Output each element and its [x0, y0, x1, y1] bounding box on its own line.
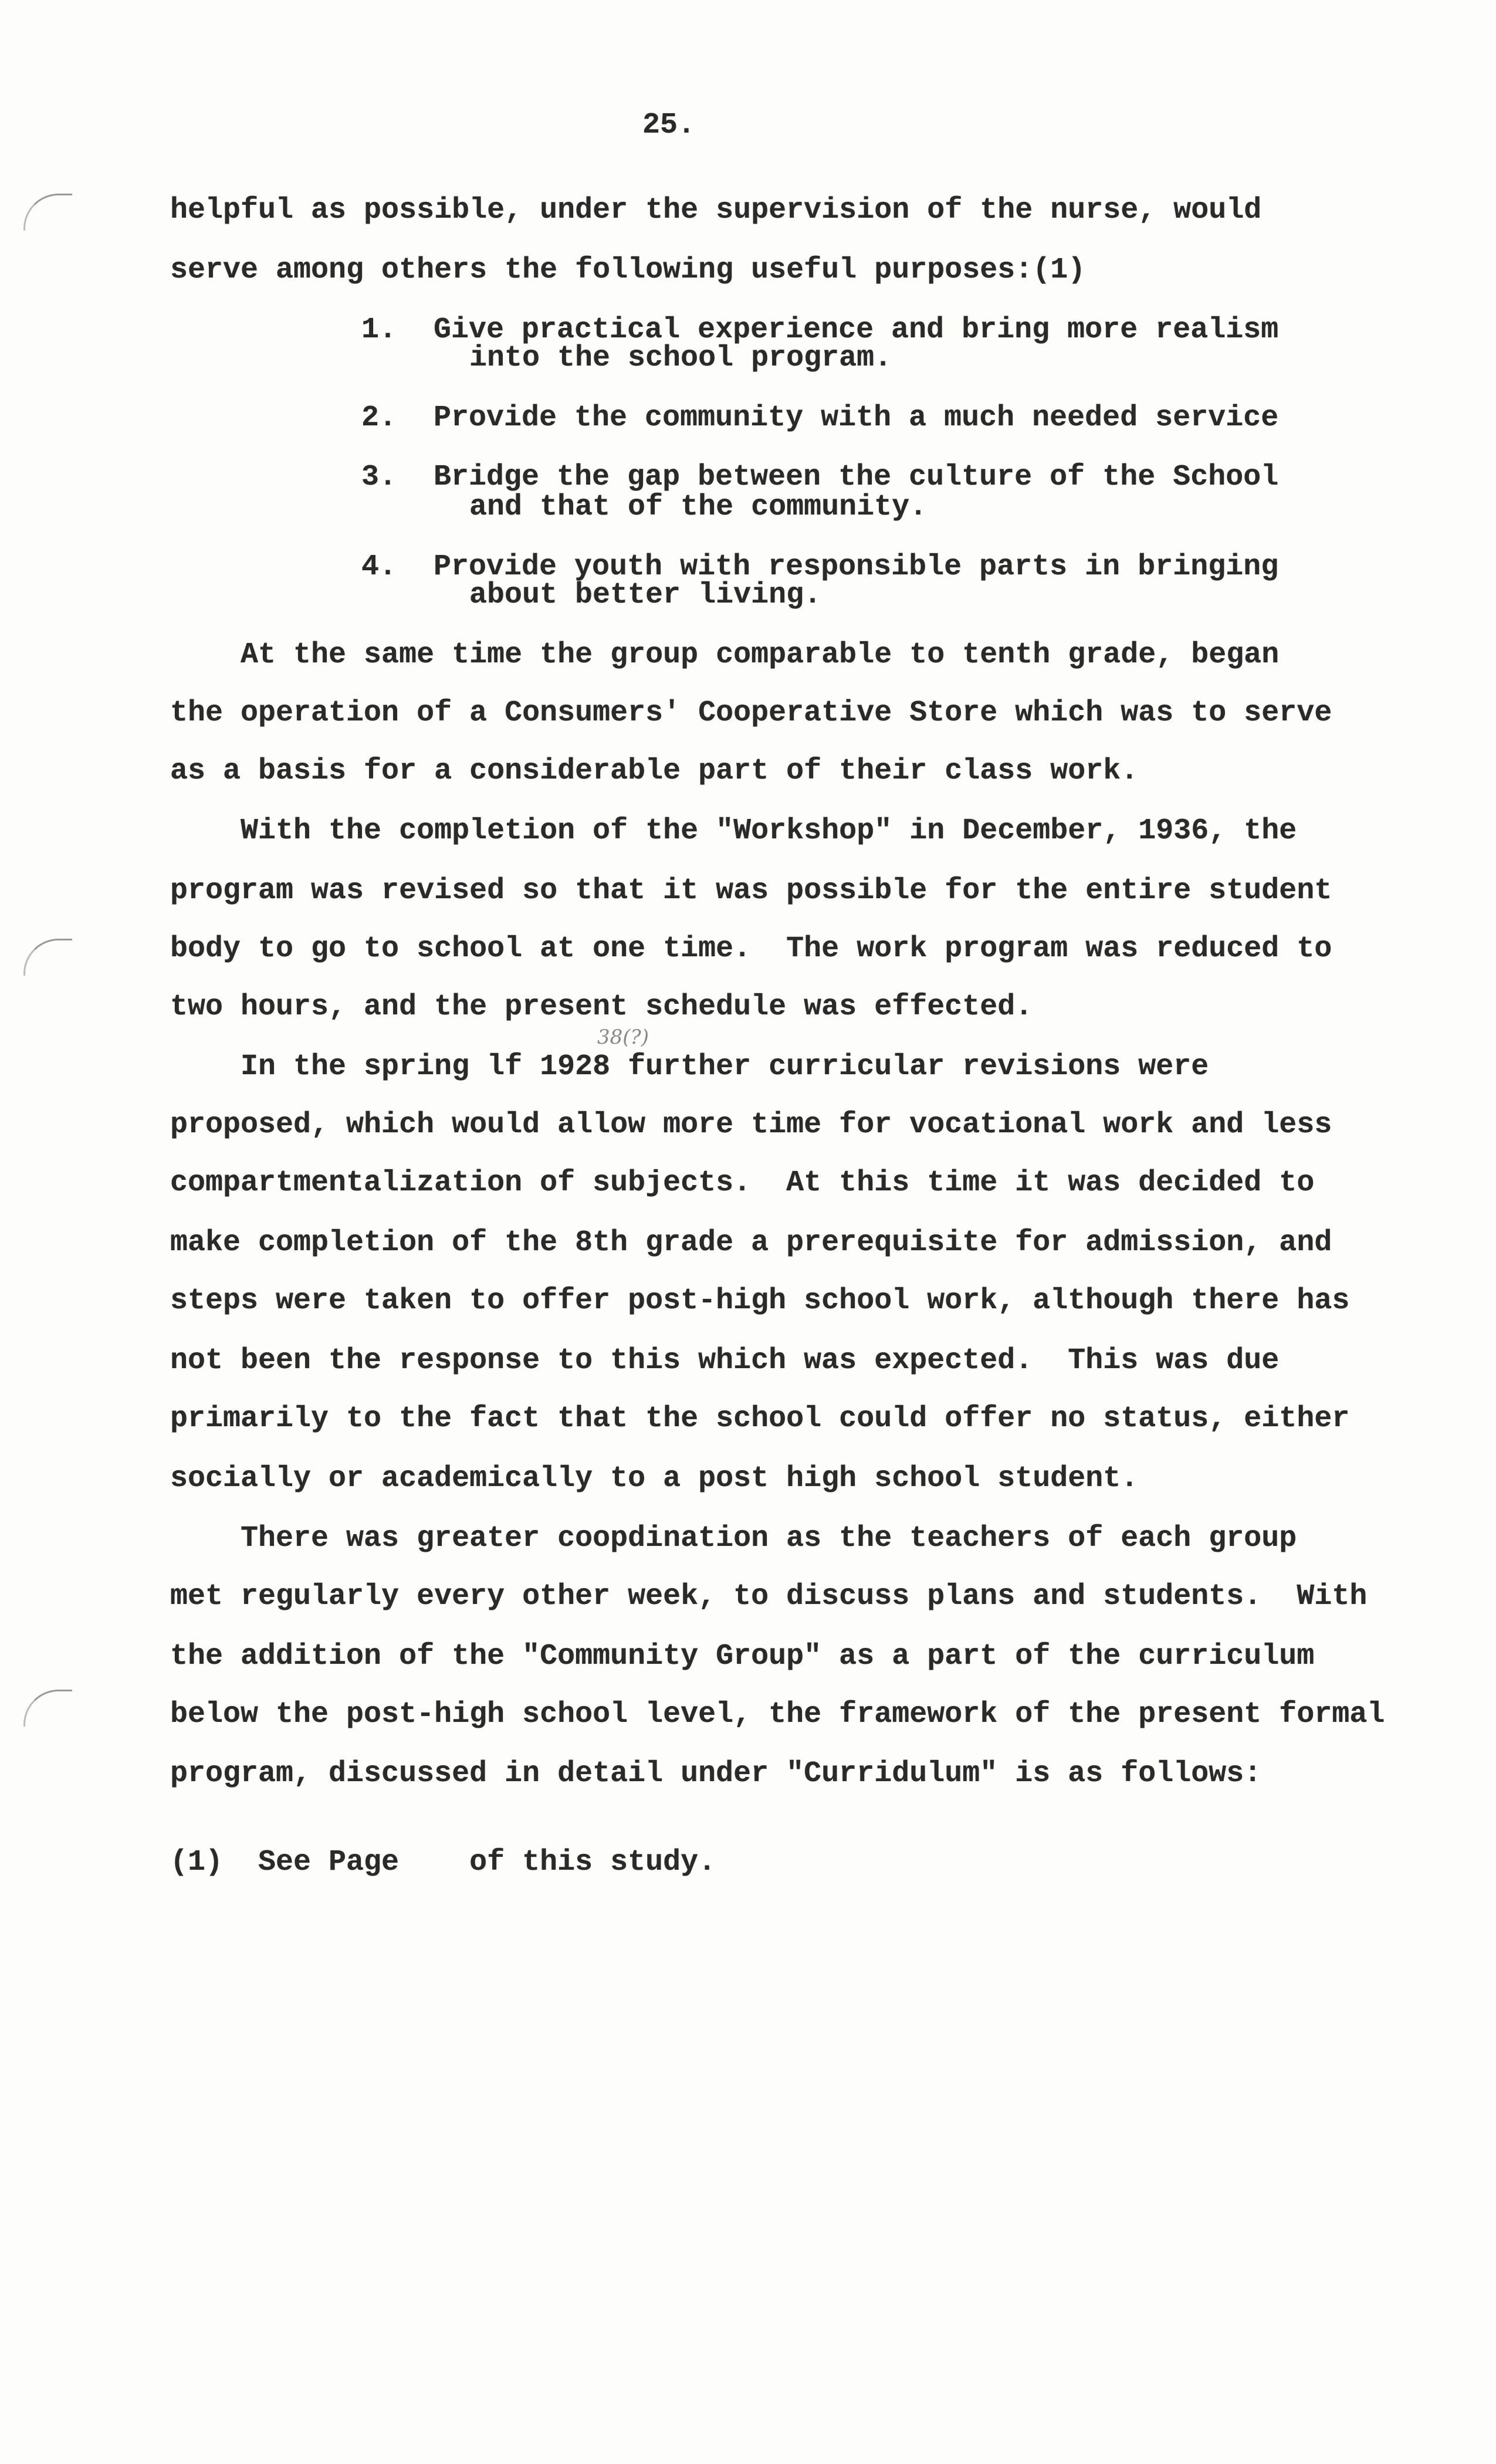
- list-item-text: and that of the community.: [469, 490, 928, 524]
- text-line: the operation of a Consumers' Cooperative Store which was to serve: [170, 696, 1332, 730]
- text-line: make completion of the 8th grade a prerequisite for admission, and: [170, 1226, 1332, 1260]
- text-line: With the completion of the "Workshop" in December, 1936, the: [170, 814, 1297, 848]
- text-line: body to go to school at one time. The work program was reduced to: [170, 932, 1332, 966]
- text-line: below the post-high school level, the framework of the present formal: [170, 1698, 1385, 1731]
- text-line: program, discussed in detail under "Curridulum" is as follows:: [170, 1757, 1262, 1791]
- text-line: In the spring lf 1928 further curricular revisions were: [170, 1050, 1209, 1084]
- list-item-text: Provide the community with a much needed service: [434, 401, 1279, 435]
- text-line: helpful as possible, under the supervision of the nurse, would: [170, 194, 1262, 227]
- text-line: not been the response to this which was expected. This was due: [170, 1344, 1280, 1377]
- text-line: proposed, which would allow more time for vocational work and less: [170, 1108, 1332, 1142]
- text-line: primarily to the fact that the school could offer no status, either: [170, 1402, 1350, 1436]
- text-line: compartmentalization of subjects. At this time it was decided to: [170, 1166, 1315, 1200]
- list-item-text: Give practical experience and bring more realism: [434, 313, 1279, 347]
- text-line: program was revised so that it was possible for the entire student: [170, 874, 1332, 908]
- list-number: 1.: [361, 313, 397, 347]
- list-number: 2.: [361, 401, 397, 435]
- text-line: as a basis for a considerable part of their class work.: [170, 754, 1139, 788]
- punch-hole-mark: [23, 194, 72, 231]
- text-line: met regularly every other week, to discuss plans and students. With: [170, 1580, 1368, 1613]
- list-item-text: into the school program.: [469, 341, 892, 375]
- punch-hole-mark: [23, 1690, 72, 1727]
- list-item-text: about better living.: [469, 578, 822, 612]
- footnote: (1) See Page of this study.: [170, 1846, 716, 1879]
- text-line: two hours, and the present schedule was effected.: [170, 990, 1033, 1024]
- list-number: 3.: [361, 461, 397, 494]
- text-line: steps were taken to offer post-high school work, although there has: [170, 1284, 1350, 1318]
- list-number: 4.: [361, 550, 397, 584]
- list-item-text: Provide youth with responsible parts in bringing: [434, 550, 1279, 584]
- page-number: 25.: [642, 109, 696, 142]
- punch-hole-mark: [23, 939, 72, 976]
- text-line: At the same time the group comparable to tenth grade, began: [170, 638, 1280, 672]
- list-item-text: Bridge the gap between the culture of the School: [434, 461, 1279, 494]
- text-line: the addition of the "Community Group" as a part of the curriculum: [170, 1640, 1315, 1673]
- handwritten-annotation: 38(?): [597, 1025, 649, 1049]
- text-line: serve among others the following useful purposes:(1): [170, 253, 1086, 287]
- text-line: socially or academically to a post high school student.: [170, 1462, 1139, 1495]
- text-line: There was greater coopdination as the teachers of each group: [170, 1522, 1297, 1555]
